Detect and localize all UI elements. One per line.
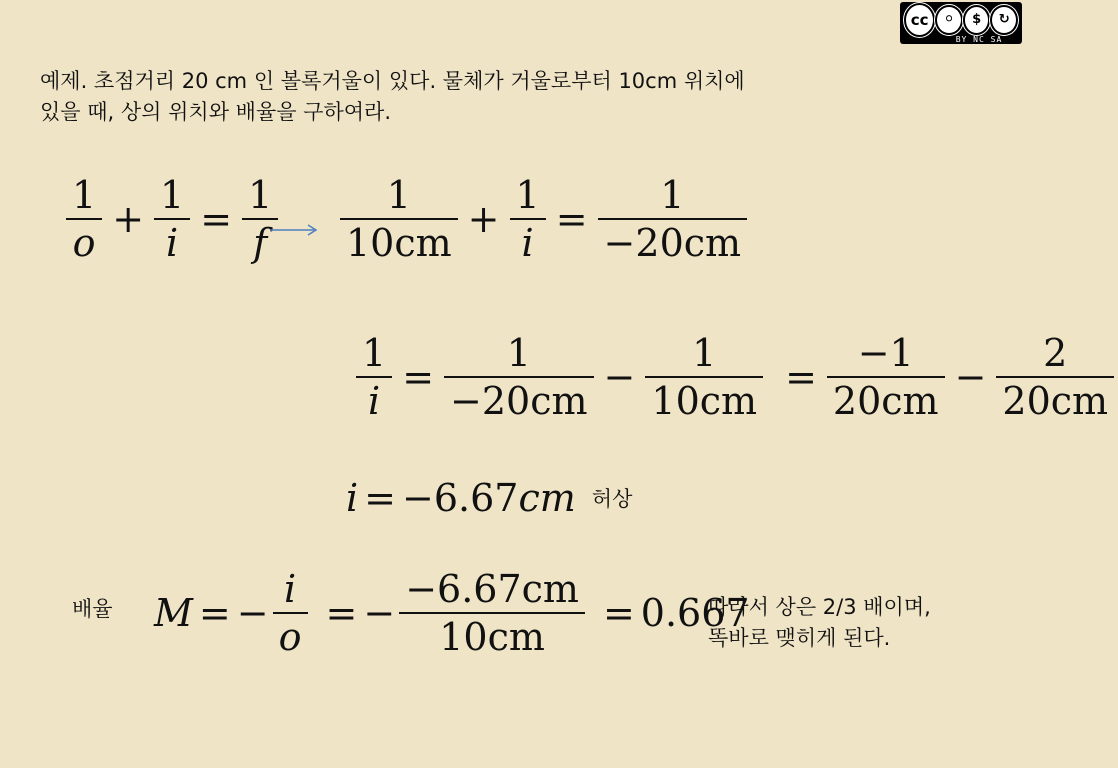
denominator: 20cm <box>832 379 939 423</box>
denominator: 20cm <box>1002 379 1109 423</box>
magnification-value: 0.667 <box>640 591 750 635</box>
fraction <box>996 330 1114 424</box>
right-arrow-icon <box>268 220 320 240</box>
fraction <box>154 172 190 266</box>
solve-equation <box>352 330 1118 424</box>
fraction <box>242 172 278 266</box>
denominator: i <box>368 379 381 423</box>
substituted-equation <box>336 172 751 266</box>
result-unit: cm <box>518 476 576 520</box>
operator: = <box>402 355 435 399</box>
magnification-label: 배율 <box>72 597 113 621</box>
numerator: i <box>283 567 297 611</box>
conclusion-line-1: 따라서 상은 2/3 배이며, <box>708 595 931 619</box>
numerator: 1 <box>248 173 273 217</box>
license-badge <box>900 2 1022 44</box>
cc-icon: cc <box>904 3 935 37</box>
by-icon: ⚪ <box>935 5 963 35</box>
operator: + <box>467 197 500 241</box>
fraction <box>273 566 308 660</box>
numerator: 1 <box>160 173 185 217</box>
denominator: 10cm <box>346 221 452 265</box>
numerator: 1 <box>362 331 387 375</box>
denominator: −20cm <box>450 379 588 423</box>
operator: + <box>112 197 145 241</box>
fraction <box>444 330 594 424</box>
fraction <box>827 330 945 424</box>
image-distance-result <box>346 476 632 520</box>
numerator: 1 <box>506 331 531 375</box>
operator: = <box>602 591 635 635</box>
operator: = <box>198 591 231 635</box>
problem-line-2: 있을 때, 상의 위치와 배율을 구하여라. <box>40 100 392 124</box>
operator: − <box>236 591 269 635</box>
mirror-equation <box>62 172 282 266</box>
problem-line-1: 예제. 초점거리 20 cm 인 볼록거울이 있다. 물체가 거울로부터 10cm 위치에 <box>40 69 745 93</box>
denominator: f <box>253 221 268 265</box>
operator: = <box>200 197 233 241</box>
license-caption: BY NC SA <box>955 35 1003 44</box>
numerator: 1 <box>72 173 97 217</box>
operator: = <box>555 197 588 241</box>
conclusion <box>708 592 931 654</box>
fraction <box>66 172 102 266</box>
denominator: i <box>521 221 534 265</box>
denominator: o <box>72 221 96 265</box>
problem-statement <box>40 66 920 128</box>
operator: − <box>954 355 987 399</box>
fraction <box>340 172 458 266</box>
numerator: 1 <box>660 173 685 217</box>
numerator: 1 <box>692 331 717 375</box>
operator: = <box>364 476 396 520</box>
numerator: −1 <box>857 331 914 375</box>
denominator: 10cm <box>439 615 545 659</box>
fraction <box>356 330 392 424</box>
numerator: −6.67cm <box>405 567 579 611</box>
result-value: −6.67 <box>402 476 519 520</box>
fraction <box>510 172 546 266</box>
variable: i <box>346 476 359 520</box>
sa-icon: ↻ <box>990 5 1018 35</box>
nc-icon: $ <box>963 5 991 35</box>
denominator: i <box>166 221 179 265</box>
denominator: o <box>278 615 302 659</box>
operator: − <box>363 591 396 635</box>
numerator: 1 <box>515 173 540 217</box>
numerator: 2 <box>1043 331 1068 375</box>
operator: = <box>325 591 358 635</box>
fraction <box>598 172 748 266</box>
numerator: 1 <box>386 173 411 217</box>
denominator: 10cm <box>651 379 758 423</box>
fraction <box>645 330 763 424</box>
operator: = <box>785 355 817 399</box>
magnification-equation <box>154 566 750 660</box>
operator: − <box>603 355 636 399</box>
variable: M <box>154 591 193 635</box>
virtual-image-note: 허상 <box>591 487 633 511</box>
conclusion-line-2: 똑바로 맺히게 된다. <box>708 626 891 650</box>
fraction <box>399 566 585 660</box>
denominator: −20cm <box>603 221 742 265</box>
